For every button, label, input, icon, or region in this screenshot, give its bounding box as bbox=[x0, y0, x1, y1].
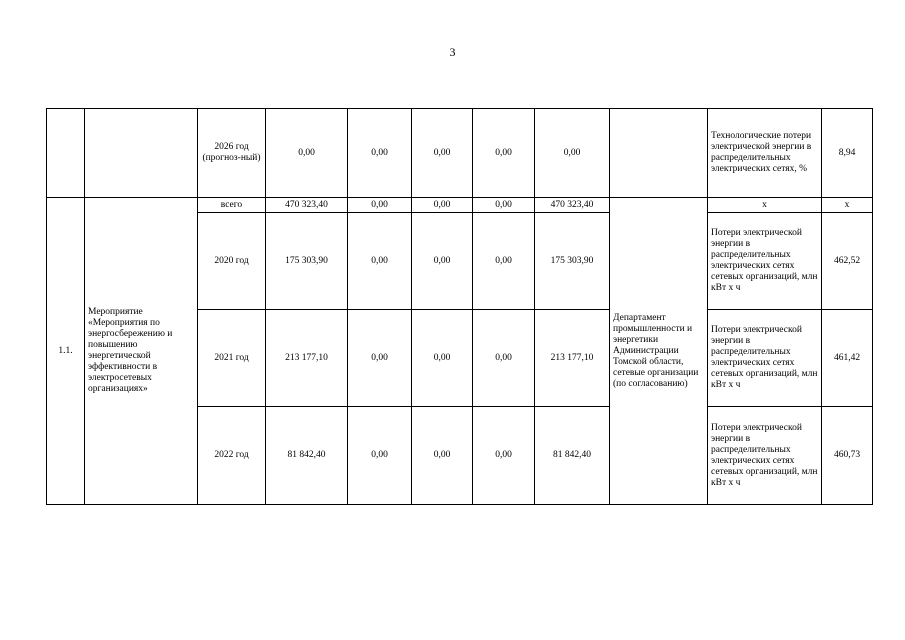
table-row bbox=[47, 109, 873, 198]
amount-other-cell: 81 842,40 bbox=[535, 407, 610, 505]
indicator-value-cell: 462,52 bbox=[822, 213, 873, 310]
indicator-cell: Потери электрической энергии в распределительных электрических сетях сетевых организаций, млн кВт х ч bbox=[708, 310, 822, 407]
amount-federal-cell: 0,00 bbox=[348, 310, 412, 407]
amount-local-cell: 0,00 bbox=[473, 407, 535, 505]
amount-total-cell: 175 303,90 bbox=[266, 213, 348, 310]
amount-regional-cell: 0,00 bbox=[412, 213, 473, 310]
year-cell: 2020 год bbox=[198, 213, 266, 310]
year-cell: 2026 год (прогноз-ный) bbox=[198, 109, 266, 198]
amount-regional-cell: 0,00 bbox=[412, 310, 473, 407]
amount-federal-cell: 0,00 bbox=[348, 109, 412, 198]
year-cell: 2021 год bbox=[198, 310, 266, 407]
amount-total-cell: 81 842,40 bbox=[266, 407, 348, 505]
page-number: 3 bbox=[449, 45, 456, 59]
amount-other-cell: 175 303,90 bbox=[535, 213, 610, 310]
program-table bbox=[46, 108, 873, 505]
amount-local-cell: 0,00 bbox=[473, 109, 535, 198]
indicator-cell: x bbox=[708, 198, 822, 213]
amount-other-cell: 0,00 bbox=[535, 109, 610, 198]
amount-total-cell: 213 177,10 bbox=[266, 310, 348, 407]
amount-local-cell: 0,00 bbox=[473, 198, 535, 213]
indicator-cell: Потери электрической энергии в распределительных электрических сетях сетевых организаций, млн кВт х ч bbox=[708, 407, 822, 505]
amount-other-cell: 213 177,10 bbox=[535, 310, 610, 407]
indicator-value-cell: 461,42 bbox=[822, 310, 873, 407]
executor-cell: Департамент промышленности и энергетики Администрации Томской области, сетевые организации (по согласованию) bbox=[610, 198, 708, 505]
measure-name-cell: Мероприятие «Мероприятия по энергосбережению и повышению энергетической эффективности в электросетевых организациях» bbox=[85, 198, 198, 505]
executor-cell bbox=[610, 109, 708, 198]
amount-regional-cell: 0,00 bbox=[412, 407, 473, 505]
indicator-cell: Технологические потери электрической энергии в распределительных электрических сетях, % bbox=[708, 109, 822, 198]
table-row bbox=[47, 198, 873, 213]
amount-regional-cell: 0,00 bbox=[412, 109, 473, 198]
amount-total-cell: 470 323,40 bbox=[266, 198, 348, 213]
indicator-value-cell: x bbox=[822, 198, 873, 213]
amount-federal-cell: 0,00 bbox=[348, 407, 412, 505]
amount-other-cell: 470 323,40 bbox=[535, 198, 610, 213]
amount-regional-cell: 0,00 bbox=[412, 198, 473, 213]
amount-total-cell: 0,00 bbox=[266, 109, 348, 198]
amount-local-cell: 0,00 bbox=[473, 213, 535, 310]
indicator-value-cell: 8,94 bbox=[822, 109, 873, 198]
measure-cell bbox=[85, 109, 198, 198]
indicator-cell: Потери электрической энергии в распределительных электрических сетях сетевых организаций, млн кВт х ч bbox=[708, 213, 822, 310]
number-cell bbox=[47, 109, 85, 198]
amount-federal-cell: 0,00 bbox=[348, 213, 412, 310]
year-cell: всего bbox=[198, 198, 266, 213]
year-cell: 2022 год bbox=[198, 407, 266, 505]
measure-number-cell: 1.1. bbox=[47, 198, 85, 505]
amount-local-cell: 0,00 bbox=[473, 310, 535, 407]
amount-federal-cell: 0,00 bbox=[348, 198, 412, 213]
indicator-value-cell: 460,73 bbox=[822, 407, 873, 505]
